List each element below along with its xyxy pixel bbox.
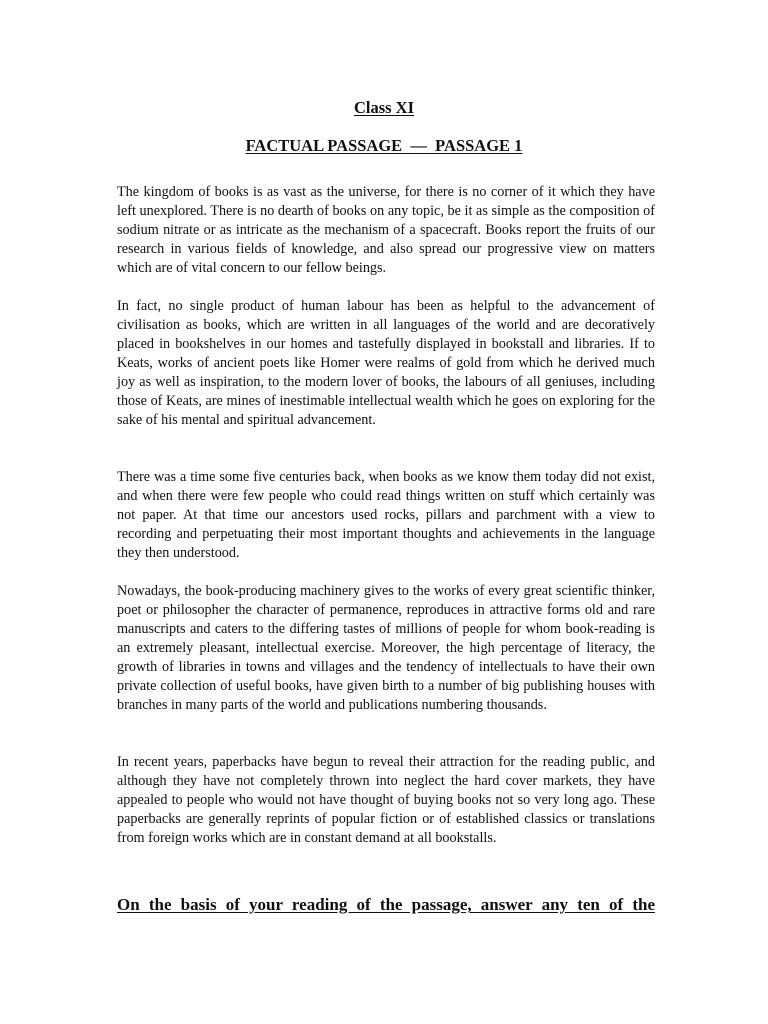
class-title: Class XI — [353, 98, 415, 117]
paragraph-5: In recent years, paperbacks have begun to reveal their attraction for the reading public, and although they have not completely thrown into neglect the hard cover markets, they have appealed to people who would not have thought of buying books not so very long ago. These paperbacks are generally reprints of popular fiction or of established classics or translations from foreign works which are in constant demand at all bookstalls. — [117, 754, 655, 846]
paragraph-1: The kingdom of books is as vast as the universe, for there is no corner of it which they have left unexplored. There is no dearth of books on any topic, be it as simple as the composition of sodium nitrate or as intricate as the mechanism of a spacecraft. Books report the fruits of our research in various fields of knowledge, and also spread our progressive view on matters which are of vital concern to our fellow beings. — [117, 184, 655, 276]
paragraph-4: Nowadays, the book-producing machinery gives to the works of every great scientific thinker, poet or philosopher the character of permanence, reproduces in attractive forms old and rare manuscripts and caters to the differing tastes of millions of people for whom book-reading is an extremely pleasant, intellectual exercise. Moreover, the high percentage of literacy, the growth of libraries in towns and villages and the tendency of intellectuals to have their own private collection of useful books, have given birth to a number of big publishing houses with branches in many parts of the world and publications numbering thousands. — [117, 583, 655, 713]
paragraph-2: In fact, no single product of human labour has been as helpful to the advancement of civilisation as books, which are written in all languages of the world and are decoratively placed in bookshelves in our homes and tastefully displayed in bookstall and libraries. If to Keats, works of ancient poets like Homer were realms of gold from which he derived much joy as well as inspiration, to the modern lover of books, the labours of all geniuses, including those of Keats, are mines of inestimable intellectual wealth which he goes on exploring for the sake of his mental and spiritual advancement. — [117, 298, 655, 428]
passage-title: FACTUAL PASSAGE — PASSAGE 1 — [245, 136, 523, 155]
paragraph-3: There was a time some five centuries back, when books as we know them today did not exist, and when there were few people who could read things written on stuff which certainly was not paper. At that time our ancestors used rocks, pillars and parchment with a view to recording and perpetuating their most important thoughts and achievements in the language they then understood. — [117, 469, 655, 561]
question-instruction: On the basis of your reading of the passage, answer any ten of the — [117, 895, 655, 914]
